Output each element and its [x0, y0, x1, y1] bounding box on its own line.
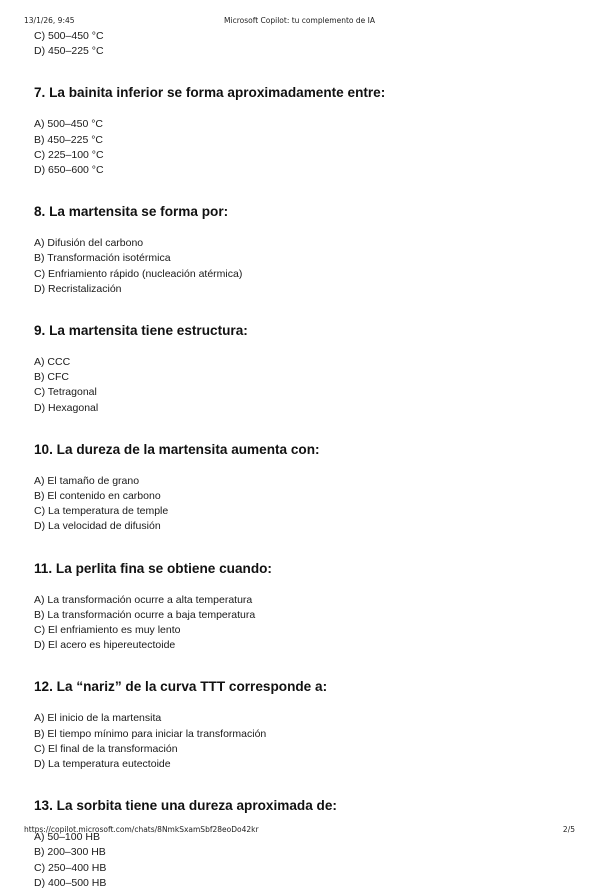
print-url[interactable]: https://copilot.microsoft.com/chats/8NmkSxamSbf28eoDo42kr [24, 825, 259, 834]
answer-options [34, 711, 574, 772]
answer-options [34, 474, 574, 535]
question-block [34, 202, 574, 297]
option-item: A) La transformación ocurre a alta temperatura [34, 593, 253, 606]
option-item: C) El enfriamiento es muy lento [34, 624, 181, 637]
option-item: D) La velocidad de difusión [34, 520, 161, 533]
option-item: A) Difusión del carbono [34, 237, 144, 250]
option-item: B) El tiempo mínimo para iniciar la transformación [34, 727, 267, 740]
carryover-options [34, 29, 574, 59]
print-page-title: Microsoft Copilot: tu complemento de IA [224, 16, 375, 25]
answer-options [34, 236, 574, 297]
option-item: B) CFC [34, 371, 69, 384]
option-item: D) 650–600 °C [34, 164, 104, 177]
print-footer [24, 825, 575, 837]
print-header [24, 16, 575, 28]
option-item: A) CCC [34, 356, 71, 369]
option-item: A) El inicio de la martensita [34, 712, 162, 725]
question-title: 8. La martensita se forma por: [34, 204, 229, 220]
option-item: A) 50–100 HB [34, 831, 100, 844]
option-item: C) La temperatura de temple [34, 505, 169, 518]
option-item: B) Transformación isotérmica [34, 252, 171, 265]
option-item: C) Tetragonal [34, 386, 97, 399]
question-title: 11. La perlita fina se obtiene cuando: [34, 560, 272, 576]
option-item: D) El acero es hipereutectoide [34, 639, 176, 652]
quiz-content [34, 29, 574, 891]
question-block [34, 321, 574, 416]
option-item: B) 200–300 HB [34, 846, 106, 859]
print-page-number: 2/5 [562, 825, 575, 834]
option-item: C) 500–450 °C [34, 30, 104, 42]
question-block [34, 559, 574, 654]
question-title: 12. La “nariz” de la curva TTT corresponde a: [34, 679, 328, 695]
option-item: B) La transformación ocurre a baja temperatura [34, 608, 256, 621]
option-item: D) 400–500 HB [34, 876, 107, 889]
question-block [34, 440, 574, 535]
answer-options [34, 355, 574, 416]
option-item: C) 225–100 °C [34, 148, 104, 161]
answer-options [34, 830, 574, 891]
question-block [34, 677, 574, 772]
option-item: C) El final de la transformación [34, 742, 178, 755]
question-block [34, 796, 574, 891]
option-item: A) 500–450 °C [34, 118, 103, 131]
question-title: 9. La martensita tiene estructura: [34, 323, 248, 339]
question-title: 10. La dureza de la martensita aumenta con: [34, 441, 320, 457]
option-item: B) 450–225 °C [34, 133, 103, 146]
option-item: D) Recristalización [34, 282, 122, 295]
question-block [34, 83, 574, 178]
option-item: D) Hexagonal [34, 401, 99, 414]
option-item: B) El contenido en carbono [34, 490, 161, 503]
question-title: 7. La bainita inferior se forma aproximadamente entre: [34, 85, 386, 101]
answer-options [34, 117, 574, 178]
print-datetime: 13/1/26, 9:45 [24, 16, 75, 25]
question-list [34, 83, 574, 891]
option-item: C) Enfriamiento rápido (nucleación atérmica) [34, 267, 243, 280]
question-title: 13. La sorbita tiene una dureza aproximada de: [34, 798, 337, 814]
answer-options [34, 593, 574, 654]
option-item: A) El tamaño de grano [34, 474, 140, 487]
option-item: D) 450–225 °C [34, 45, 104, 58]
option-item: D) La temperatura eutectoide [34, 758, 171, 771]
option-item: C) 250–400 HB [34, 861, 107, 874]
